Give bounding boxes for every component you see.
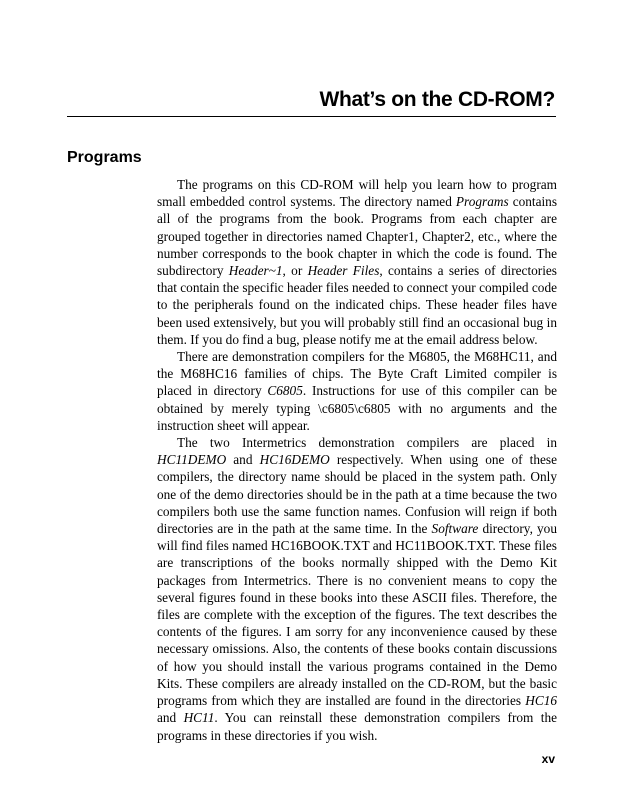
text-run: The two Intermetrics demonstration compilers are placed in	[177, 435, 557, 451]
page-number: xv	[541, 752, 555, 766]
italic-run: HC11DEMO	[157, 452, 227, 468]
italic-run: Programs	[455, 194, 509, 210]
text-run: . You can reinstall these demonstration compilers from the programs in these directories if you wish.	[157, 710, 557, 743]
italic-run: Header~1	[228, 263, 283, 279]
italic-run: HC11	[183, 710, 215, 726]
text-run: . Instructions for use of this compiler can be obtained by merely typing \c6805\c6805 with no arguments and the instruction sheet will appear.	[157, 383, 557, 433]
text-run: and	[157, 710, 184, 726]
paragraph	[157, 348, 557, 434]
italic-run: Header Files	[307, 263, 380, 279]
text-run: contains all of the programs from the book. Programs from each chapter are grouped together in directories named Chapter1, Chapter2, etc., where the number corresponds to the book chapter in which the code is found. The subdirectory	[157, 194, 558, 279]
italic-run: C6805	[267, 383, 303, 399]
text-run: respectively. When using one of these compilers, the directory name should be placed in the system path. Only one of the demo directories should be in the path at a time because the two compilers both use the same function names. Confusion will reign if both directories are in the path at the same time. In the	[157, 452, 557, 537]
italic-run: Software	[431, 521, 479, 537]
paragraph	[157, 434, 557, 744]
section-heading: Programs	[67, 149, 142, 166]
italic-run: HC16	[525, 693, 557, 709]
text-run: There are demonstration compilers for the M6805, the M68HC11, and the M68HC16 families of chips. The Byte Craft Limited compiler is placed in directory	[157, 349, 557, 399]
paragraph	[157, 176, 557, 348]
page-title: What’s on the CD-ROM?	[319, 88, 555, 111]
text-run: directory, you will find files named HC16BOOK.TXT and HC11BOOK.TXT. These files are transcriptions of the books normally shipped with the Demo Kit packages from Intermetrics. There is no convenient means to copy the several figures found in these books into these ASCII files. Therefore, the files are complete with the exception of the figures. The text describes the contents of the figures. I am sorry for any inconvenience caused by these necessary omissions. Also, the contents of these books contain discussions of how you should install the various programs contained in the Demo Kits. These compilers are already installed on the CD-ROM, but the basic programs from which they are installed are found in the directories	[157, 521, 557, 709]
text-run: and	[226, 452, 260, 468]
body-text	[157, 176, 557, 744]
text-run: The programs on this CD-ROM will help you learn how to program small embedded control systems. The directory named	[157, 177, 557, 210]
text-run: , or	[282, 263, 308, 279]
title-rule	[67, 116, 556, 117]
text-run: , contains a series of directories that contain the specific header files needed to connect your compiled code to the peripherals found on the indicated chips. These header files have been used extensively, but you will probably still find an occasional bug in them. If you do find a bug, please notify me at the email address below.	[157, 263, 557, 347]
italic-run: HC16DEMO	[259, 452, 330, 468]
